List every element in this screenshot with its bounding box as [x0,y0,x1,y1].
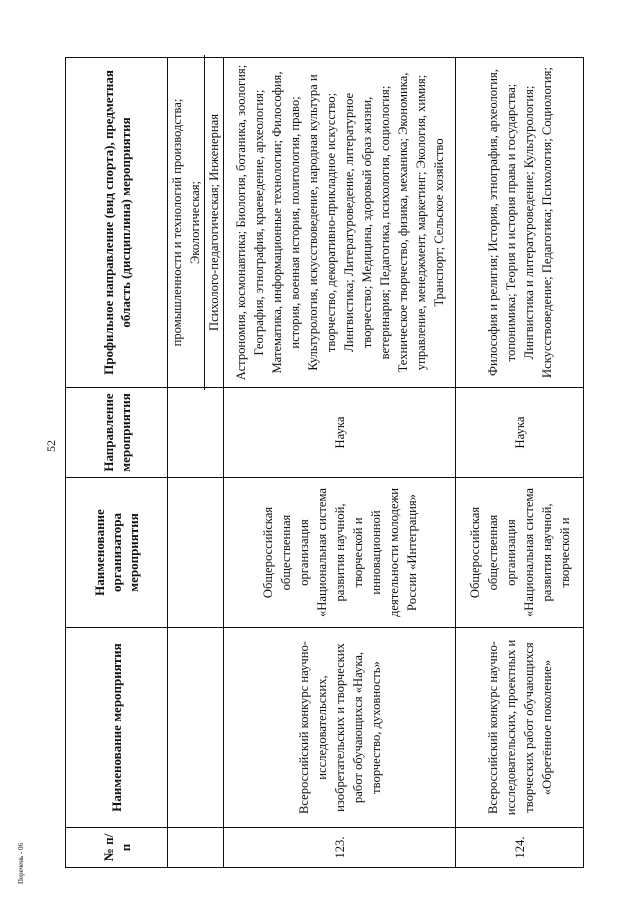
row-event-name: Всероссийский конкурс научно-исследовательских, изобретательских и творческих работ обучающихся «Наука, творчество, духовность» [224,628,456,828]
row-profile: Философия и религия; История, этнография, археология, топонимика; Теория и история права и государства; Лингвистика и литературоведение; Культурология; Искусствоведение; Педагогика; Психология; Социология; [456,58,584,388]
events-table [65,57,584,868]
cont-name [168,628,224,828]
row-num: 124. [456,828,584,868]
header-name: Наименование мероприятия [66,628,168,828]
cont-direction [168,388,224,478]
row-event-name: Всероссийский конкурс научно-исследовательских, проектных и творческих работ обучающихся «Обретённое поколение» [456,628,584,828]
cont-profile [168,58,224,388]
footer-note: Перечень - 06 [17,843,25,884]
table-header-row [66,58,168,868]
row-direction: Наука [456,388,584,478]
header-profile: Профильное направление (вид спорта), предметная область (дисциплина) мероприятия [66,58,168,388]
row-organizer: Общероссийская общественная организация «Национальная система развития научной, творческой и инновационной деятельности молодежи России «Интеграция» [224,478,456,628]
row-direction: Наука [224,388,456,478]
continued-row [168,58,224,868]
cont-profile-bottom: Психолого-педагогическая; Инженерная [207,114,221,332]
header-org: Наименование организатора мероприятия [66,478,168,628]
header-num: № п/п [66,828,168,868]
header-direction: Направление мероприятия [66,388,168,478]
cont-profile-top: промышленности и технологий производства; Экологическая; [170,98,202,347]
rotated-table-wrapper [65,58,575,868]
row-num: 123. [224,828,456,868]
page-number: 52 [44,440,58,452]
cont-num [168,828,224,868]
row-profile: Астрономия, космонавтика; Биология, ботаника, зоология; География, этнография, краеведение, археология; Математика, информационные технологии; Философия, история, военная история, политология, право; Культурология, искусствоведение, народная культура и творчество, декоративно-прикладное искусство; Лингвистика; Литературоведение, литературное творчество; Медицина, здоровый образ жизни, ветеринария; Педагогика, психология, социология; Техническое творчество, физика, механика; Экономика, управление, менеджмент, маркетинг; Экология, химия; Транспорт; Сельское хозяйство [224,58,456,388]
cont-org [168,478,224,628]
table-row [456,58,584,868]
row-organizer: Общероссийская общественная организация «Национальная система развития научной, творческой и [456,478,584,628]
table-row [224,58,456,868]
